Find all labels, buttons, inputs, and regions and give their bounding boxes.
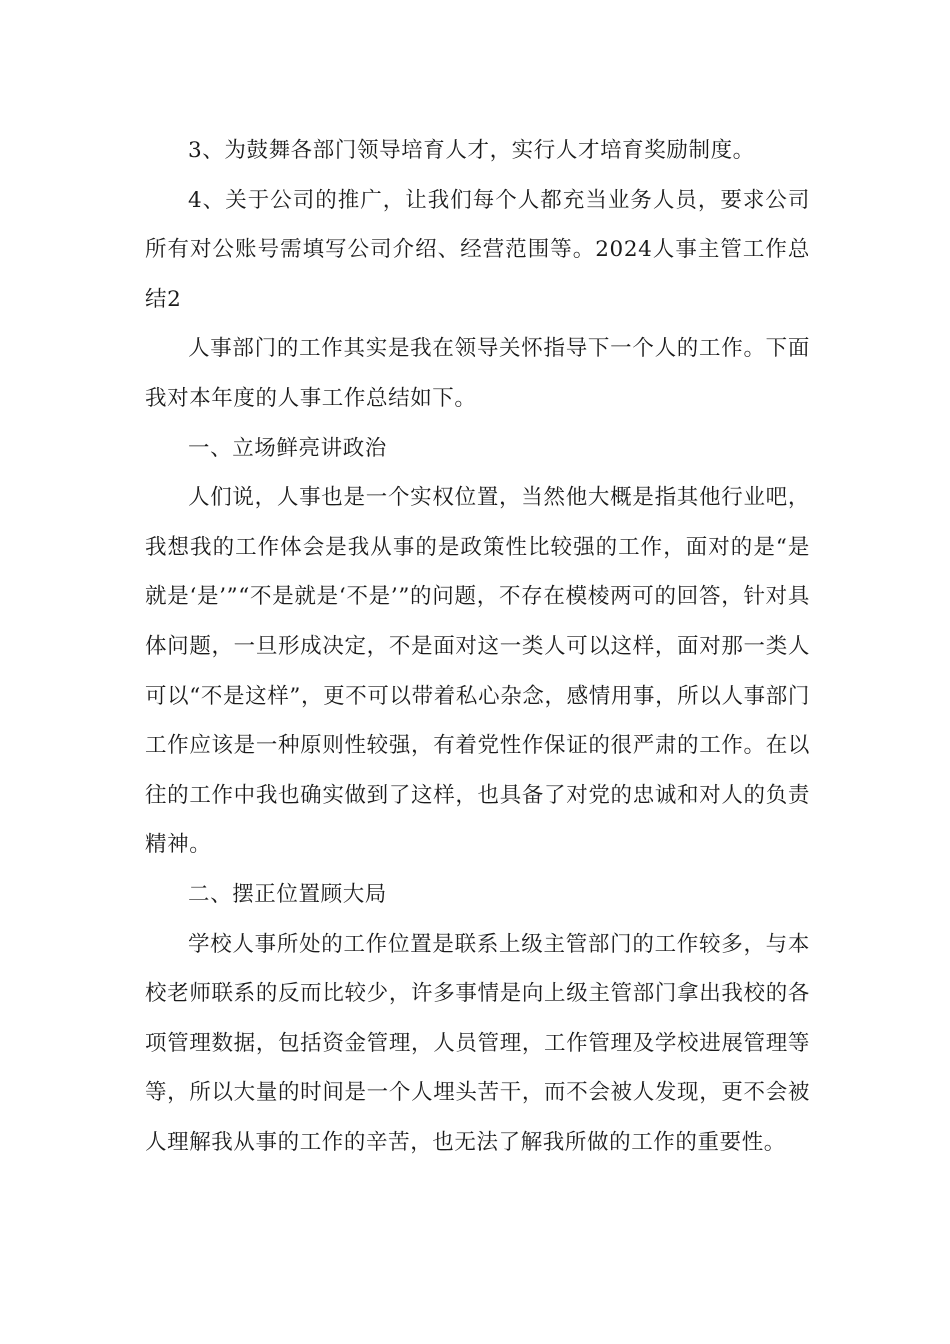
paragraph-section-2: 学校人事所处的工作位置是联系上级主管部门的工作较多，与本校老师联系的反而比较少，许多事情是向上级主管部门拿出我校的各项管理数据，包括资金管理，人员管理，工作管理及学校进展管理等等，所以大量的时间是一个人埋头苦干，而不会被人发现，更不会被人理解我从事的工作的辛苦，也无法了解我所做的工作的重要性。 — [145, 931, 810, 1155]
section-heading-2: 二、摆正位置顾大局 — [188, 881, 387, 907]
paragraph-section-1: 人们说，人事也是一个实权位置，当然他大概是指其他行业吧，我想我的工作体会是我从事的是政策性比较强的工作，面对的是“是就是‘是’”“不是就是‘不是’”的问题，不存在模棱两可的回答，针对具体问题，一旦形成决定，不是面对这一类人可以这样，面对那一类人可以“不是这样”，更不可以带着私心杂念，感情用事，所以人事部门工作应该是一种原则性较强，有着党性作保证的很严肃的工作。在以往的工作中我也确实做到了这样，也具备了对党的忠诚和对人的负责精神。 — [145, 485, 810, 858]
section-heading-1: 一、立场鲜亮讲政治 — [188, 435, 387, 461]
paragraph-intro: 人事部门的工作其实是我在领导关怀指导下一个人的工作。下面我对本年度的人事工作总结如下。 — [145, 336, 810, 411]
paragraph-item-3: 3、为鼓舞各部门领导培育人才，实行人才培育奖励制度。 — [188, 138, 755, 163]
paragraph-item-4: 4、关于公司的推广，让我们每个人都充当业务人员，要求公司所有对公账号需填写公司介绍、经营范围等。2024人事主管工作总结2 — [145, 187, 810, 312]
document-page — [145, 126, 810, 1167]
